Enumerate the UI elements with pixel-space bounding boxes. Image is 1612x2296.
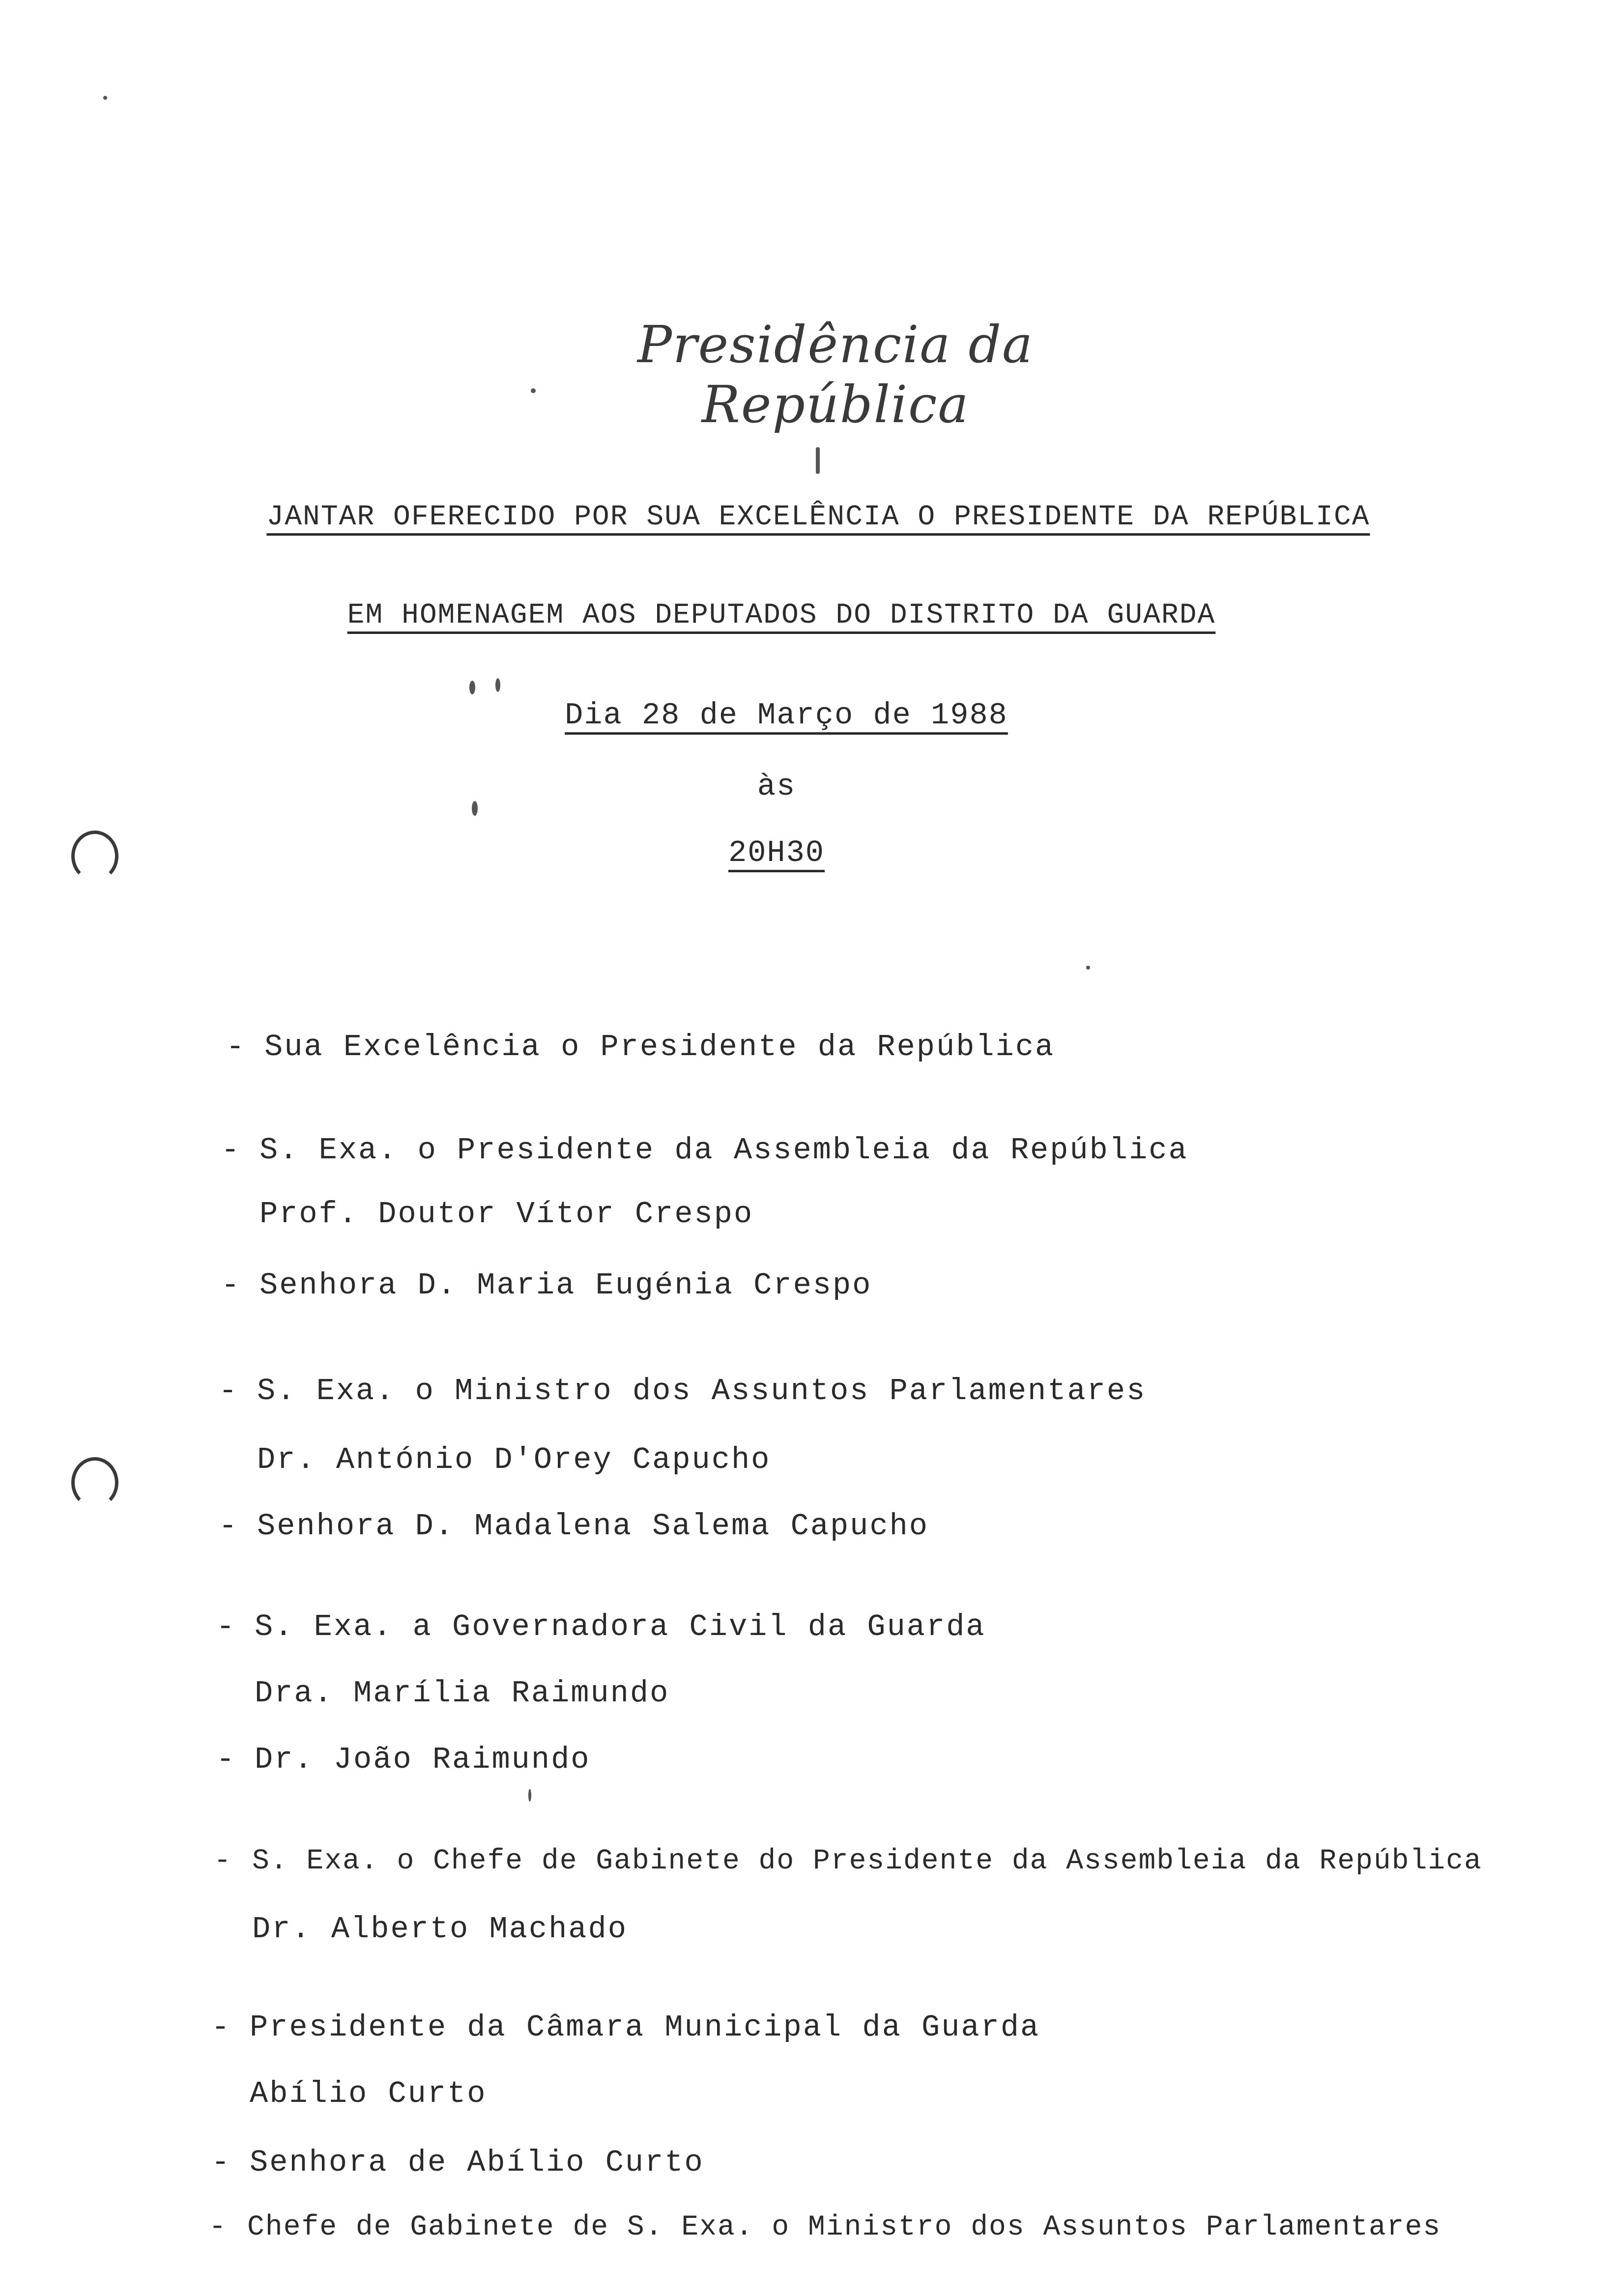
guest-line: - Senhora D. Madalena Salema Capucho (219, 1509, 929, 1544)
guest-line: - Presidente da Câmara Municipal da Guarda (211, 2010, 1040, 2045)
guest-line: - S. Exa. o Chefe de Gabinete do Presidente da Assembleia da República (214, 1845, 1482, 1877)
event-time: 20H30 (728, 835, 825, 870)
scan-speck (528, 1789, 531, 1802)
scan-speck (472, 801, 478, 816)
invitation-title-line-2: EM HOMENAGEM AOS DEPUTADOS DO DISTRITO DA GUARDA (347, 600, 1216, 631)
guest-line: - Sua Excelência o Presidente da República (226, 1030, 1055, 1064)
letterhead-script: Presidência da República (637, 315, 1034, 434)
punch-hole-mark (71, 831, 118, 882)
guest-line: - Senhora de Abílio Curto (211, 2145, 704, 2180)
scan-speck (495, 678, 500, 692)
guest-line: Prof. Doutor Vítor Crespo (259, 1197, 754, 1232)
scan-speck (816, 447, 820, 474)
scan-speck (103, 96, 107, 100)
guest-line: - Chefe de Gabinete de S. Exa. o Ministro dos Assuntos Parlamentares (209, 2211, 1441, 2243)
guest-line: - S. Exa. o Presidente da Assembleia da República (221, 1133, 1188, 1168)
guest-line: Dra. Marília Raimundo (255, 1676, 670, 1711)
punch-hole-mark (71, 1457, 118, 1508)
guest-line: Dr. Alberto Machado (252, 1912, 628, 1947)
scan-speck (469, 681, 475, 694)
invitation-title-line-1: JANTAR OFERECIDO POR SUA EXCELÊNCIA O PRESIDENTE DA REPÚBLICA (266, 501, 1370, 533)
guest-line: - Senhora D. Maria Eugénia Crespo (221, 1268, 872, 1303)
guest-line: - Dr. João Raimundo (216, 1742, 591, 1777)
event-date: Dia 28 de Março de 1988 (565, 698, 1008, 733)
event-at: às (757, 769, 796, 804)
scan-speck (1086, 966, 1090, 970)
guest-line: Abílio Curto (250, 2076, 487, 2111)
guest-line: - S. Exa. o Ministro dos Assuntos Parlamentares (219, 1374, 1147, 1408)
scan-speck (531, 388, 536, 393)
guest-line: Dr. António D'Orey Capucho (257, 1442, 771, 1477)
guest-line: - S. Exa. a Governadora Civil da Guarda (216, 1609, 986, 1644)
